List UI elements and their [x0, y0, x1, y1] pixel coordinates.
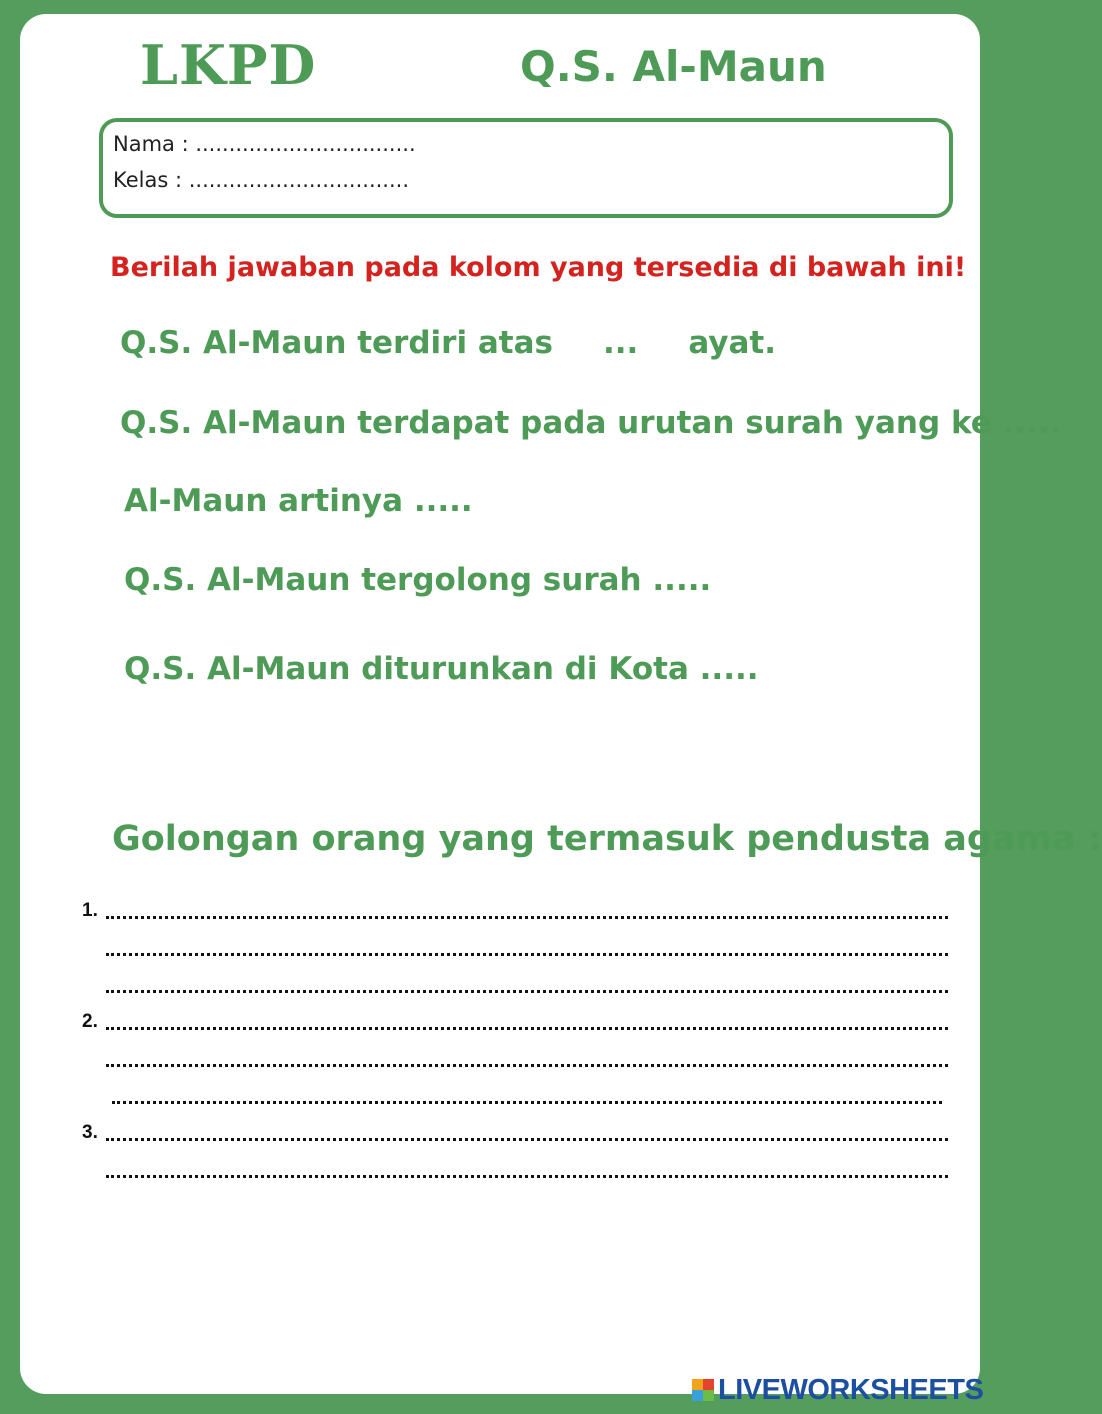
logo-square: [703, 1390, 714, 1401]
answer-line-2[interactable]: [82, 1011, 948, 1033]
nama-field[interactable]: Nama : .................................: [113, 132, 416, 156]
dotted-line: [112, 1101, 942, 1104]
question-1-text: Q.S. Al-Maun terdiri atas: [120, 325, 553, 361]
question-1-answer-blank[interactable]: ...: [602, 325, 639, 361]
answer-line-1b[interactable]: [82, 937, 948, 959]
dotted-line: [106, 1064, 948, 1067]
answer-line-3[interactable]: [82, 1122, 948, 1144]
answer-number-3: 3.: [82, 1122, 98, 1143]
logo-square: [692, 1390, 703, 1401]
surah-title: Q.S. Al-Maun: [520, 42, 827, 91]
dotted-line: [106, 1138, 948, 1141]
dotted-line: [106, 1027, 948, 1030]
dotted-line: [106, 990, 948, 993]
logo-square: [692, 1379, 703, 1390]
instruction-text: Berilah jawaban pada kolom yang tersedia di bawah ini!: [110, 252, 967, 283]
answer-line-1c[interactable]: [82, 974, 948, 996]
lkpd-title: LKPD: [140, 33, 317, 97]
dotted-line: [106, 953, 948, 956]
question-3[interactable]: Al-Maun artinya .....: [124, 483, 473, 519]
logo-square: [703, 1379, 714, 1390]
answer-line-1[interactable]: [82, 900, 948, 922]
dotted-line: [106, 1175, 948, 1178]
question-4[interactable]: Q.S. Al-Maun tergolong surah .....: [124, 562, 712, 598]
golongan-heading: Golongan orang yang termasuk pendusta agama :: [112, 819, 1102, 859]
answer-number-1: 1.: [82, 900, 98, 921]
brand-text: LIVEWORKSHEETS: [718, 1373, 984, 1406]
question-1: [120, 325, 777, 361]
liveworksheets-logo-icon: [692, 1379, 714, 1401]
question-5[interactable]: Q.S. Al-Maun diturunkan di Kota .....: [124, 651, 759, 687]
dotted-line: [106, 916, 948, 919]
liveworksheets-brand[interactable]: [692, 1373, 983, 1407]
answer-number-2: 2.: [82, 1011, 98, 1032]
question-1-tail: ayat.: [688, 325, 777, 361]
student-identity-box: [99, 118, 953, 218]
answer-line-2c[interactable]: [82, 1085, 948, 1107]
answer-line-3b[interactable]: [82, 1159, 948, 1181]
worksheet-page: [20, 14, 1102, 1394]
answer-line-2b[interactable]: [82, 1048, 948, 1070]
kelas-field[interactable]: Kelas : .................................: [113, 168, 409, 192]
question-2[interactable]: Q.S. Al-Maun terdapat pada urutan surah yang ke .....: [120, 405, 1062, 441]
